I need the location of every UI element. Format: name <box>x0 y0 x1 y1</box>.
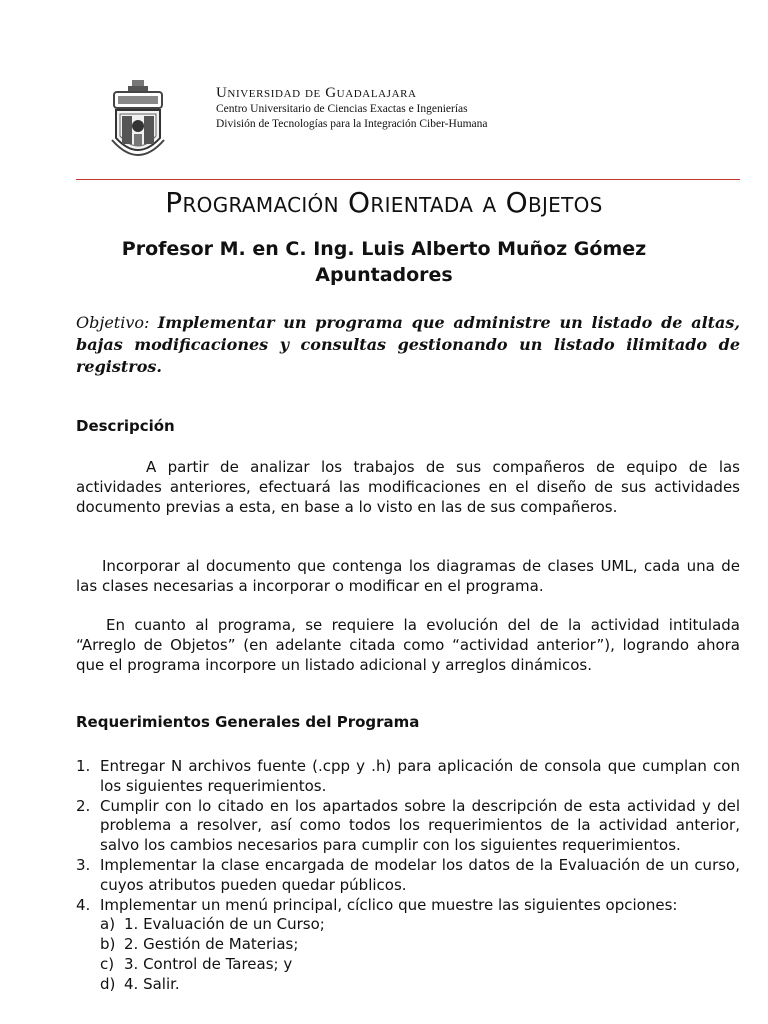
description-paragraph-2: Incorporar al documento que contenga los diagramas de clases UML, cada una de las clases necesarias a incorporar o modificar en el programa. <box>76 557 740 595</box>
sub-list-item: a) 1. Evaluación de un Curso; <box>100 915 325 934</box>
letterhead <box>108 78 708 168</box>
requirements-list <box>76 757 740 995</box>
professor-name: Profesor M. en C. Ing. Luis Alberto Muñoz Gómez <box>121 238 647 260</box>
university-name: Universidad de Guadalajara <box>216 85 417 101</box>
description-paragraph-3: En cuanto al programa, se requiere la evolución del de la actividad intitulada “Arreglo de Objetos” (en adelante citada como “actividad anterior”), logrando ahora que el programa incorpore un listado adicional y arreglos dinámicos. <box>76 616 740 674</box>
list-item: 4. Implementar un menú principal, cíclico que muestre las siguientes opciones: <box>76 895 678 914</box>
objective <box>76 312 740 378</box>
list-item: 1. Entregar N archivos fuente (.cpp y .h) para aplicación de consola que cumplan con los siguientes requerimientos. <box>76 757 740 795</box>
list-item: 3. Implementar la clase encargada de modelar los datos de la Evaluación de un curso, cuyos atributos pueden quedar públicos. <box>76 855 740 894</box>
description-heading: Descripción <box>76 417 175 435</box>
university-info <box>216 84 487 132</box>
university-seal-icon <box>108 78 168 166</box>
list-item: 2. Cumplir con lo citado en los apartados sobre la descripción de esta actividad y del problema a resolver, así como todos los requerimientos de la actividad anterior, salvo los cambios necesarios para cumplir con los siguientes requerimientos. <box>76 796 740 855</box>
requirements-heading: Requerimientos Generales del Programa <box>76 713 420 731</box>
division-name: División de Tecnologías para la Integración Ciber-Humana <box>216 118 488 130</box>
objective-text: Implementar un programa que administre un listado de altas, bajas modificaciones y consultas gestionando un listado ilimitado de registros. <box>76 313 740 376</box>
sub-list-item: b) 2. Gestión de Materias; <box>100 935 299 954</box>
professor-block <box>0 236 768 288</box>
header-divider <box>76 179 740 180</box>
sub-list-item: c) 3. Control de Tareas; y <box>100 954 293 973</box>
document-title: Programación Orientada a Objetos <box>165 186 603 219</box>
objective-label: Objetivo: <box>76 313 150 332</box>
document-subtitle: Apuntadores <box>315 264 453 286</box>
description-paragraph-1: A partir de analizar los trabajos de sus compañeros de equipo de las actividades anteriores, efectuará las modificaciones en el diseño de sus actividades documento previas a esta, en base a lo visto en las de sus compañeros. <box>76 458 740 516</box>
center-name: Centro Universitario de Ciencias Exactas e Ingenierías <box>216 103 468 115</box>
sub-list-item: d) 4. Salir. <box>100 974 180 993</box>
